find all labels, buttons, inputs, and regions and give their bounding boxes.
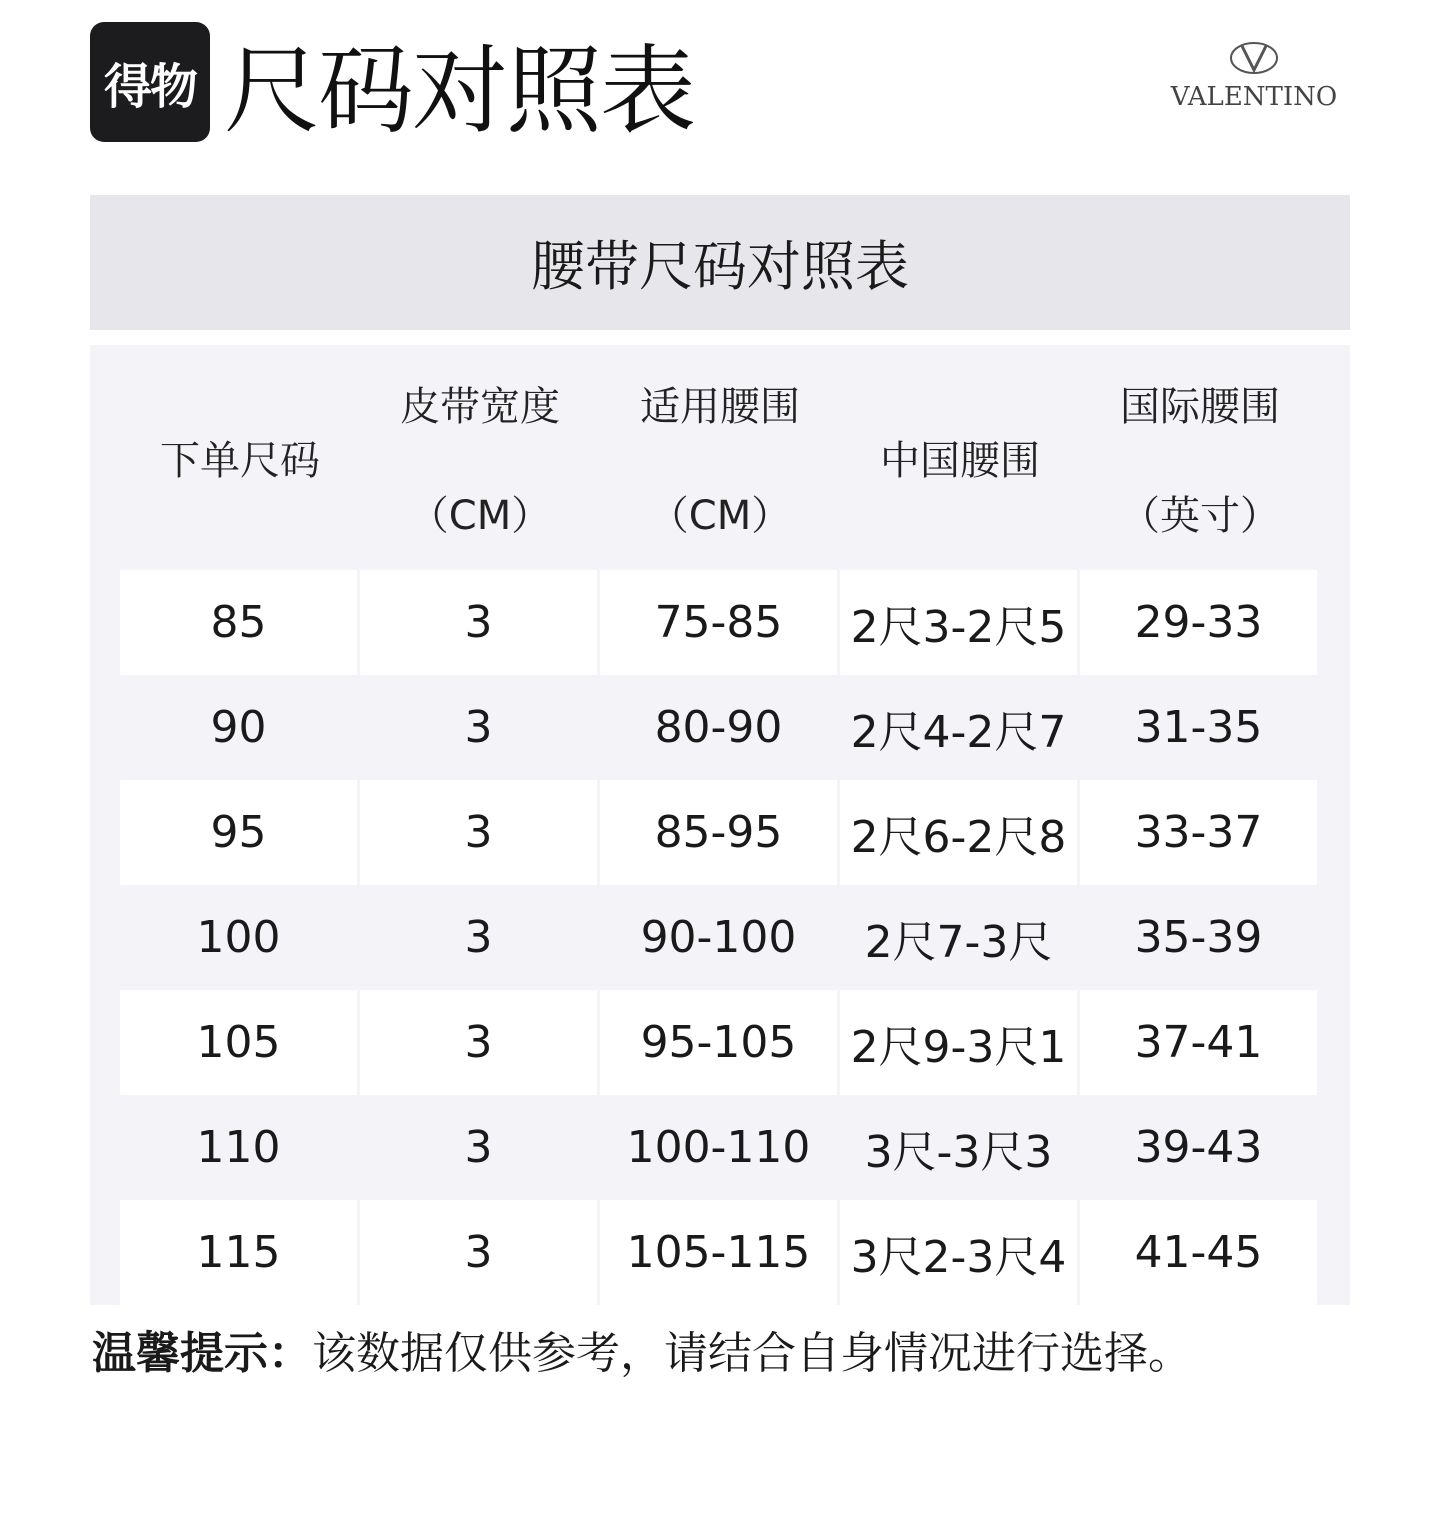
table-cell: 2尺7-3尺	[864, 916, 1053, 968]
table-row	[120, 990, 1320, 1095]
column-header-unit: （英寸）	[1120, 492, 1280, 539]
table-title: 腰带尺码对照表	[90, 195, 1350, 330]
column-header-china-waist	[840, 345, 1080, 570]
tip-note	[92, 1322, 1192, 1386]
table-cell: 105	[120, 990, 357, 1095]
table-row	[120, 780, 1320, 885]
table-cell: 3	[360, 780, 597, 885]
table-cell: 35-39	[1134, 912, 1263, 963]
table-cell: 3尺-3尺3	[864, 1126, 1053, 1178]
table-cell: 95	[120, 780, 357, 885]
table-cell: 95-105	[600, 990, 837, 1095]
column-header-belt-width	[360, 345, 600, 570]
table-cell: 75-85	[600, 570, 837, 675]
column-header-label: 国际腰围	[1120, 383, 1280, 430]
table-row	[120, 1095, 1320, 1200]
table-cell: 39-43	[1134, 1122, 1263, 1173]
table-cell: 37-41	[1080, 990, 1317, 1095]
tip-text: 该数据仅供参考，请结合自身情况进行选择。	[312, 1328, 1192, 1379]
dewu-logo	[90, 22, 210, 142]
table-cell: 2尺3-2尺5	[840, 570, 1077, 675]
column-header-label: 下单尺码	[160, 438, 320, 484]
table-cell: 105-115	[600, 1200, 837, 1305]
table-cell: 100-110	[626, 1122, 811, 1173]
table-cell: 2尺9-3尺1	[840, 990, 1077, 1095]
column-header-unit: （CM）	[408, 492, 552, 539]
valentino-v-logo-icon	[1228, 40, 1280, 76]
table-row	[120, 885, 1320, 990]
table-cell: 29-33	[1080, 570, 1317, 675]
table-cell: 33-37	[1080, 780, 1317, 885]
table-cell: 3	[464, 912, 493, 963]
table-cell: 41-45	[1080, 1200, 1317, 1305]
table-cell: 90-100	[640, 912, 797, 963]
table-cell: 85-95	[600, 780, 837, 885]
table-row	[120, 570, 1320, 675]
column-header-order-size	[120, 345, 360, 570]
table-cell: 2尺6-2尺8	[840, 780, 1077, 885]
table-row	[120, 1200, 1320, 1305]
column-header-unit: （CM）	[648, 492, 792, 539]
brand-logo	[1170, 40, 1338, 112]
column-header-label: 适用腰围	[640, 383, 800, 430]
table-body	[120, 570, 1320, 1305]
table-cell: 80-90	[654, 702, 783, 753]
table-header-row	[120, 345, 1320, 570]
column-header-label: 皮带宽度	[400, 383, 560, 430]
size-table	[90, 345, 1350, 1305]
column-header-intl-waist	[1080, 345, 1320, 570]
table-cell: 3	[464, 1122, 493, 1173]
table-cell: 115	[120, 1200, 357, 1305]
table-cell: 3	[360, 1200, 597, 1305]
column-header-waist-cm	[600, 345, 840, 570]
table-cell: 90	[210, 702, 267, 753]
table-cell: 100	[196, 912, 281, 963]
column-header-label: 中国腰围	[880, 438, 1040, 484]
page-title: 尺码对照表	[224, 35, 694, 147]
tip-label: 温馨提示：	[92, 1328, 312, 1379]
table-cell: 110	[196, 1122, 281, 1173]
table-cell: 2尺4-2尺7	[850, 706, 1067, 758]
table-cell: 31-35	[1134, 702, 1263, 753]
table-cell: 3	[464, 702, 493, 753]
brand-name: VALENTINO	[1170, 82, 1338, 112]
table-cell: 3尺2-3尺4	[840, 1200, 1077, 1305]
table-row	[120, 675, 1320, 780]
table-cell: 3	[360, 990, 597, 1095]
table-cell: 3	[360, 570, 597, 675]
table-cell: 85	[120, 570, 357, 675]
logo-text: 得物	[103, 58, 196, 115]
